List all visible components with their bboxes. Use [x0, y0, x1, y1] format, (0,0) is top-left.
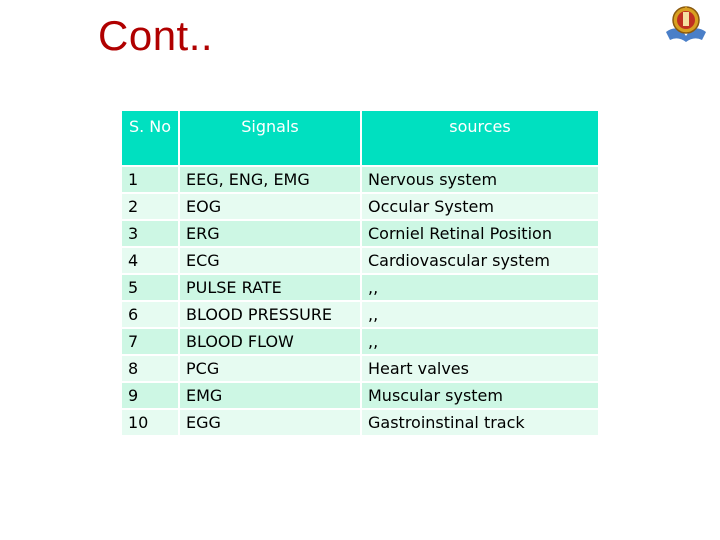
row-number: 4	[121, 247, 179, 274]
table-row	[121, 409, 599, 436]
row-signal: EGG	[179, 409, 361, 436]
header-sources: sources	[361, 110, 599, 166]
row-signal: PULSE RATE	[179, 274, 361, 301]
row-source: Nervous system	[361, 166, 599, 193]
row-signal: EEG, ENG, EMG	[179, 166, 361, 193]
row-number: 2	[121, 193, 179, 220]
row-number: 8	[121, 355, 179, 382]
row-number: 3	[121, 220, 179, 247]
table-header-row	[121, 110, 599, 166]
row-source: ,,	[361, 328, 599, 355]
table-row	[121, 328, 599, 355]
row-source: Corniel Retinal Position	[361, 220, 599, 247]
row-signal: EMG	[179, 382, 361, 409]
table-row	[121, 166, 599, 193]
table-row	[121, 382, 599, 409]
row-signal: BLOOD PRESSURE	[179, 301, 361, 328]
table-row	[121, 247, 599, 274]
row-source: Heart valves	[361, 355, 599, 382]
row-source: Muscular system	[361, 382, 599, 409]
row-number: 5	[121, 274, 179, 301]
row-source: ,,	[361, 301, 599, 328]
header-sno: S. No	[121, 110, 179, 166]
row-signal: EOG	[179, 193, 361, 220]
table-row	[121, 220, 599, 247]
signals-table	[120, 109, 600, 437]
row-source: Occular System	[361, 193, 599, 220]
header-signals: Signals	[179, 110, 361, 166]
table-row	[121, 355, 599, 382]
table-row	[121, 193, 599, 220]
institution-emblem-icon	[662, 2, 710, 48]
row-signal: ECG	[179, 247, 361, 274]
row-source: ,,	[361, 274, 599, 301]
row-signal: ERG	[179, 220, 361, 247]
row-number: 9	[121, 382, 179, 409]
row-signal: BLOOD FLOW	[179, 328, 361, 355]
row-number: 1	[121, 166, 179, 193]
row-number: 6	[121, 301, 179, 328]
row-signal: PCG	[179, 355, 361, 382]
table-row	[121, 274, 599, 301]
row-source: Cardiovascular system	[361, 247, 599, 274]
slide-title: Cont..	[98, 12, 214, 59]
table-row	[121, 301, 599, 328]
row-number: 7	[121, 328, 179, 355]
row-source: Gastroinstinal track	[361, 409, 599, 436]
row-number: 10	[121, 409, 179, 436]
